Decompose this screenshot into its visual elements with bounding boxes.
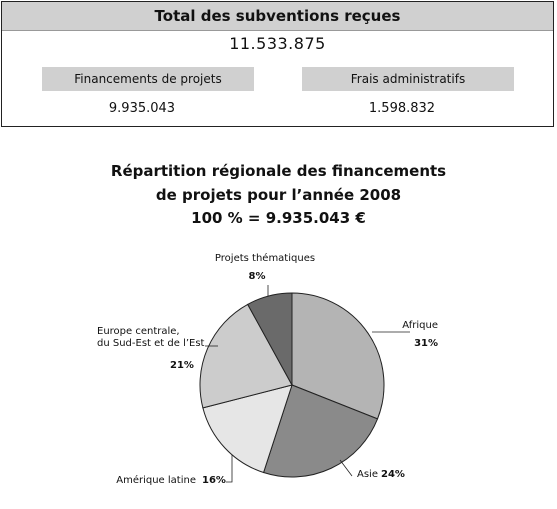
leader-line-amerique-latine xyxy=(226,455,232,482)
slice-percent-afrique: 31% xyxy=(414,338,438,349)
summary-title: Total des subventions reçues xyxy=(2,2,553,31)
slice-percent-europe: 21% xyxy=(170,360,194,371)
slice-label-projets-thematiques: Projets thématiques xyxy=(214,253,316,264)
summary-total-value: 11.533.875 xyxy=(229,34,326,53)
slice-label-amerique-latine: Amérique latine xyxy=(116,475,196,486)
admin-costs-label: Frais administratifs xyxy=(302,67,514,91)
slice-label-asie: Asie xyxy=(357,469,378,480)
chart-title-line3: 100 % = 9.935.043 € xyxy=(191,209,366,227)
chart-title-line2: de projets pour l’année 2008 xyxy=(155,186,402,204)
slice-percent-amerique-latine: 16% xyxy=(202,475,226,486)
slice-percent-asie: 24% xyxy=(381,469,405,480)
admin-costs-value: 1.598.832 xyxy=(368,101,436,116)
projects-funding-label: Financements de projets xyxy=(42,67,254,91)
slice-label-europe: Europe centrale, du Sud-Est et de l’Est xyxy=(97,326,205,349)
chart-title-line1: Répartition régionale des financements xyxy=(110,162,447,180)
slice-label-afrique: Afrique xyxy=(402,320,438,331)
leader-line-asie xyxy=(340,460,352,476)
projects-funding-value: 9.935.043 xyxy=(108,101,176,116)
slice-percent-projets-thematiques: 8% xyxy=(248,271,266,282)
